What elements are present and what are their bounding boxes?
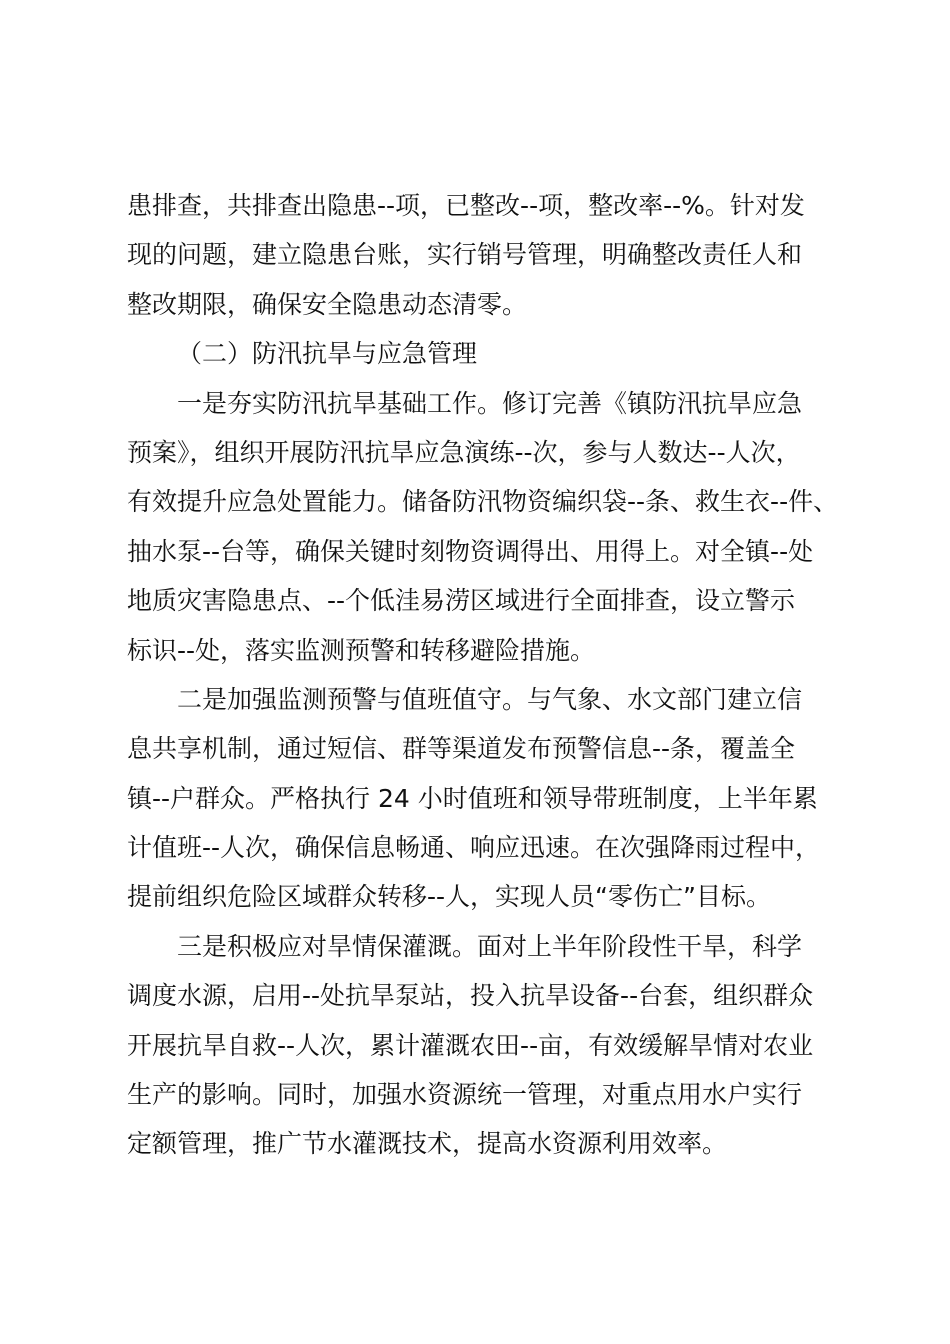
text-line: 二是加强监测预警与值班值守。与气象、水文部门建立信: [177, 684, 803, 714]
paragraph-drought-response: [127, 922, 839, 1169]
text-line: 整改期限，确保安全隐患动态清零。: [127, 289, 528, 319]
paragraph-flood-foundation: [127, 379, 839, 675]
text-line: 三是积极应对旱情保灌溉。面对上半年阶段性干旱，科学: [177, 931, 803, 961]
text-line: 现的问题，建立隐患台账，实行销号管理，明确整改责任人和: [127, 240, 803, 270]
paragraph-monitoring-warning: [127, 675, 839, 922]
text-line: 计值班--人次，确保信息畅通、响应迅速。在次强降雨过程中，: [127, 833, 821, 863]
text-line: 有效提升应急处置能力。储备防汛物资编织袋--条、救生衣--件、: [127, 487, 839, 517]
text-line: 开展抗旱自救--人次，累计灌溉农田--亩，有效缓解旱情对农业: [127, 1030, 814, 1060]
paragraph-hazard-check: [127, 181, 839, 329]
text-line: 一是夯实防汛抗旱基础工作。修订完善《镇防汛抗旱应急: [177, 388, 803, 418]
text-line: 地质灾害隐患点、--个低洼易涝区域进行全面排查，设立警示: [127, 586, 796, 616]
text-line: 调度水源，启用--处抗旱泵站，投入抗旱设备--台套，组织群众: [127, 981, 814, 1011]
text-line: 定额管理，推广节水灌溉技术，提高水资源利用效率。: [127, 1129, 728, 1159]
text-line: 抽水泵--台等，确保关键时刻物资调得出、用得上。对全镇--处: [127, 536, 814, 566]
text-line: 提前组织危险区域群众转移--人，实现人员“零伤亡”目标。: [127, 882, 771, 912]
text-line: 标识--处，落实监测预警和转移避险措施。: [127, 635, 596, 665]
text-line: 预案》，组织开展防汛抗旱应急演练--次，参与人数达--人次，: [127, 437, 801, 467]
section-heading: [127, 329, 839, 378]
section-heading-text: （二）防汛抗旱与应急管理: [177, 339, 478, 369]
text-line: 生产的影响。同时，加强水资源统一管理，对重点用水户实行: [127, 1080, 803, 1110]
text-line: 患排查，共排查出隐患--项，已整改--项，整改率--%。针对发: [127, 191, 805, 220]
text-line: 镇--户群众。严格执行 24 小时值班和领导带班制度，上半年累: [127, 783, 818, 813]
text-line: 息共享机制，通过短信、群等渠道发布预警信息--条，覆盖全: [127, 734, 796, 764]
document-body: [127, 181, 839, 1169]
